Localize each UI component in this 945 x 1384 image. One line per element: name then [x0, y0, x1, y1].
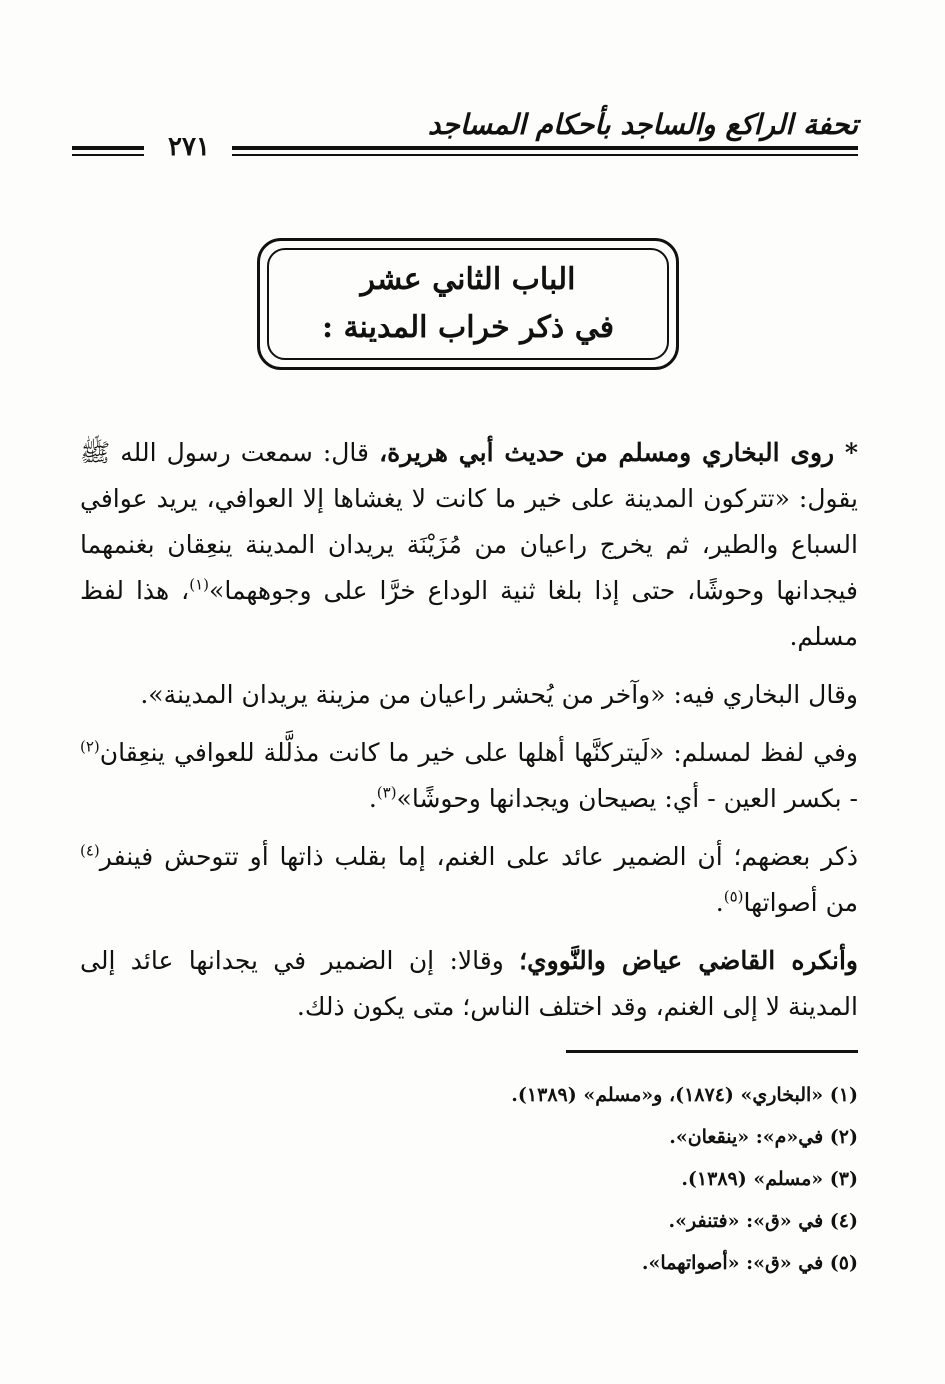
- paragraph-3-end: .: [368, 784, 377, 813]
- chapter-number: الباب الثاني عشر: [360, 262, 576, 297]
- footnote-separator: [566, 1050, 858, 1053]
- footnote-ref-2: (٢): [80, 737, 100, 756]
- running-title: تحفة الراكع والساجد بأحكام المساجد: [427, 108, 858, 141]
- footnote-ref-5: (٥): [723, 887, 744, 906]
- paragraph-5: [80, 938, 858, 1030]
- paragraph-1: [80, 430, 858, 660]
- footnote-2: (٢) في«م»: «ينقعان».: [669, 1126, 858, 1148]
- paragraph-1-lead: * روى البخاري ومسلم من حديث أبي هريرة،: [379, 438, 858, 467]
- footnote-3: (٣) «مسلم» (١٣٨٩).: [681, 1168, 858, 1190]
- footnote-ref-1: (١): [189, 575, 210, 594]
- paragraph-4-end: .: [715, 888, 724, 917]
- footnote-ref-3: (٣): [376, 783, 397, 802]
- paragraph-1-text: قال: سمعت رسول الله ﷺ يقول: «تتركون المدينة على خير ما كانت لا يغشاها إلا العوافي، يريد عوافي السباع والطير، ثم يخرج راعيان من مُزَيْنَة يريدان المدينة ينعِقان بغنمهما فيجدانها وحوشًا، حتى إذا بلغا ثنية الوداع خرَّا على وجوههما»: [80, 438, 858, 605]
- footnote-1: (١) «البخاري» (١٨٧٤)، و«مسلم» (١٣٨٩).: [511, 1084, 858, 1106]
- paragraph-4: [80, 834, 858, 926]
- page-header: [72, 100, 858, 170]
- paragraph-4-text-b: من أصواتها: [743, 888, 858, 917]
- paragraph-4-text-a: ذكر بعضهم؛ أن الضمير عائد على الغنم، إما بقلب ذاتها أو تتوحش فينفر: [99, 842, 858, 871]
- chapter-title-inner-frame: [267, 248, 669, 360]
- header-rule-left: [72, 146, 144, 156]
- header-rule-right: [232, 146, 858, 156]
- body-text: [80, 430, 858, 1042]
- paragraph-2: وقال البخاري فيه: «وآخر من يُحشر راعيان من مزينة يريدان المدينة».: [140, 680, 858, 709]
- chapter-title: في ذكر خراب المدينة :: [321, 310, 615, 345]
- footnote-4: (٤) في «ق»: «فتنفر».: [668, 1210, 858, 1232]
- footnote-5: (٥) في «ق»: «أصواتهما».: [641, 1252, 858, 1274]
- paragraph-1-end: ، هذا لفظ مسلم.: [80, 576, 858, 651]
- paragraph-3-text-a: وفي لفظ لمسلم: «لَيتركنَّها أهلها على خير ما كانت مذلَّلة للعوافي ينعِقان: [99, 738, 858, 767]
- footnotes: [80, 1074, 858, 1284]
- page-number: ٢٧١: [168, 132, 210, 162]
- paragraph-3-text-b: - بكسر العين - أي: يصيحان ويجدانها وحوشًا»: [396, 784, 858, 813]
- chapter-title-frame: [257, 238, 679, 370]
- footnote-ref-4: (٤): [80, 841, 100, 860]
- paragraph-5-text: وقالا: إن الضمير في يجدانها عائد إلى المدينة لا إلى الغنم، وقد اختلف الناس؛ متى يكون ذلك.: [80, 946, 858, 1021]
- paragraph-5-lead: وأنكره القاضي عياض والنَّووي؛: [519, 946, 858, 975]
- paragraph-3: [80, 730, 858, 822]
